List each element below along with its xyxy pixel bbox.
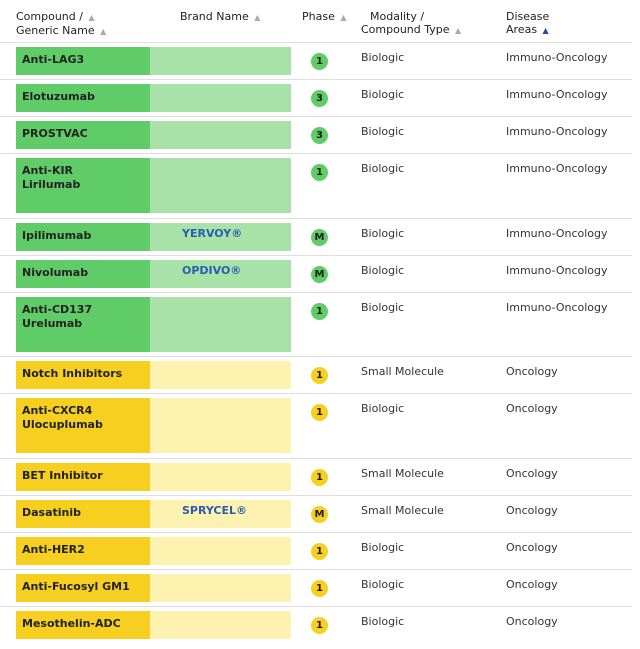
column-header-phase-label: Phase [302, 10, 335, 23]
disease-area-cell: Oncology [506, 365, 558, 378]
brand-name-cell [150, 611, 291, 639]
compound-name: Mesothelin-ADC [22, 617, 121, 630]
compound-name: Anti-CXCR4 [22, 404, 93, 417]
disease-area-cell: Immuno-Oncology [506, 264, 608, 277]
brand-name-cell[interactable] [150, 500, 291, 528]
column-header-compound-label: Compound / [16, 10, 83, 23]
brand-name-cell [150, 158, 291, 213]
column-header-brand[interactable] [180, 10, 260, 24]
table-row[interactable] [0, 292, 632, 357]
phase-badge: 1 [311, 164, 328, 181]
sort-arrow-icon[interactable]: ▲ [254, 13, 261, 22]
modality-cell: Small Molecule [361, 365, 444, 378]
column-header-modality[interactable] [361, 10, 461, 37]
disease-area-cell: Immuno-Oncology [506, 301, 608, 314]
table-header [0, 0, 640, 42]
compound-name-cell[interactable] [16, 398, 150, 453]
modality-cell: Biologic [361, 301, 405, 314]
phase-badge: M [311, 506, 328, 523]
phase-badge: 1 [311, 303, 328, 320]
brand-name-cell[interactable] [150, 223, 291, 251]
compound-name: Notch Inhibitors [22, 367, 123, 380]
table-row[interactable] [0, 42, 632, 80]
compound-name-cell[interactable] [16, 537, 150, 565]
modality-cell: Biologic [361, 227, 405, 240]
compound-name: Anti-KIR [22, 164, 74, 177]
modality-cell: Biologic [361, 125, 405, 138]
phase-badge: 1 [311, 469, 328, 486]
sort-arrow-active-icon[interactable]: ▲ [542, 26, 549, 35]
column-header-compound-label-2: Generic Name [16, 24, 95, 37]
sort-arrow-icon[interactable]: ▲ [455, 26, 462, 35]
disease-area-cell: Immuno-Oncology [506, 125, 608, 138]
brand-name-cell [150, 463, 291, 491]
phase-badge: 1 [311, 367, 328, 384]
compound-name: BET Inhibitor [22, 469, 103, 482]
compound-name: Ipilimumab [22, 229, 92, 242]
table-row[interactable] [0, 153, 632, 219]
modality-cell: Biologic [361, 264, 405, 277]
brand-name-cell [150, 47, 291, 75]
brand-name-link[interactable]: OPDIVO® [182, 264, 242, 277]
disease-area-cell: Oncology [506, 504, 558, 517]
phase-badge: 1 [311, 404, 328, 421]
modality-cell: Small Molecule [361, 467, 444, 480]
phase-badge: 1 [311, 617, 328, 634]
compound-name-cell[interactable] [16, 158, 150, 213]
brand-name-cell [150, 361, 291, 389]
table-row[interactable] [0, 532, 632, 570]
table-row[interactable] [0, 218, 632, 256]
disease-area-cell: Oncology [506, 541, 558, 554]
modality-cell: Biologic [361, 51, 405, 64]
compound-name: Lirilumab [22, 178, 81, 191]
compound-name-cell[interactable] [16, 121, 150, 149]
disease-area-cell: Oncology [506, 402, 558, 415]
modality-cell: Biologic [361, 578, 405, 591]
table-row[interactable] [0, 458, 632, 496]
compound-name-cell[interactable] [16, 574, 150, 602]
column-header-phase[interactable] [302, 10, 347, 24]
table-row[interactable] [0, 116, 632, 154]
phase-badge: 1 [311, 580, 328, 597]
table-row[interactable] [0, 606, 632, 644]
modality-cell: Biologic [361, 615, 405, 628]
compound-name-cell[interactable] [16, 500, 150, 528]
sort-arrow-icon[interactable]: ▲ [340, 13, 347, 22]
compound-name: Dasatinib [22, 506, 82, 519]
compound-name: Urelumab [22, 317, 83, 330]
table-row[interactable] [0, 255, 632, 293]
brand-name-cell [150, 84, 291, 112]
compound-name-cell[interactable] [16, 463, 150, 491]
phase-badge: M [311, 266, 328, 283]
phase-badge: 1 [311, 543, 328, 560]
brand-name-cell[interactable] [150, 260, 291, 288]
phase-badge: 1 [311, 53, 328, 70]
compound-name: Anti-CD137 [22, 303, 93, 316]
disease-area-cell: Immuno-Oncology [506, 227, 608, 240]
compound-name: Anti-LAG3 [22, 53, 85, 66]
compound-name-cell[interactable] [16, 297, 150, 352]
compound-name-cell[interactable] [16, 260, 150, 288]
column-header-modality-label: Modality / [370, 10, 425, 23]
disease-area-cell: Immuno-Oncology [506, 162, 608, 175]
column-header-disease[interactable] [506, 10, 549, 37]
phase-badge: 3 [311, 90, 328, 107]
column-header-compound[interactable] [16, 10, 106, 38]
compound-name-cell[interactable] [16, 611, 150, 639]
table-row[interactable] [0, 569, 632, 607]
compound-name: Ulocuplumab [22, 418, 103, 431]
compound-name: Anti-Fucosyl GM1 [22, 580, 130, 593]
modality-cell: Biologic [361, 162, 405, 175]
table-row[interactable] [0, 356, 632, 394]
sort-arrow-icon[interactable]: ▲ [88, 13, 95, 22]
compound-name-cell[interactable] [16, 84, 150, 112]
brand-name-cell [150, 537, 291, 565]
disease-area-cell: Oncology [506, 578, 558, 591]
brand-name-cell [150, 297, 291, 352]
brand-name-cell [150, 121, 291, 149]
sort-arrow-icon[interactable]: ▲ [100, 27, 107, 36]
brand-name-link[interactable]: SPRYCEL® [182, 504, 248, 517]
column-header-disease-label-2: Areas [506, 23, 538, 36]
phase-badge: M [311, 229, 328, 246]
table-row[interactable] [0, 495, 632, 533]
column-header-modality-label-2: Compound Type [361, 23, 450, 36]
compound-name: PROSTVAC [22, 127, 88, 140]
brand-name-cell [150, 574, 291, 602]
modality-cell: Small Molecule [361, 504, 444, 517]
disease-area-cell: Oncology [506, 615, 558, 628]
brand-name-cell [150, 398, 291, 453]
modality-cell: Biologic [361, 88, 405, 101]
compound-name: Elotuzumab [22, 90, 95, 103]
compound-name: Nivolumab [22, 266, 89, 279]
table-row[interactable] [0, 79, 632, 117]
column-header-disease-label: Disease [506, 10, 550, 23]
compound-name-cell[interactable] [16, 47, 150, 75]
brand-name-link[interactable]: YERVOY® [182, 227, 243, 240]
modality-cell: Biologic [361, 541, 405, 554]
compound-name: Anti-HER2 [22, 543, 85, 556]
column-header-brand-label: Brand Name [180, 10, 249, 23]
disease-area-cell: Immuno-Oncology [506, 51, 608, 64]
table-row[interactable] [0, 393, 632, 459]
phase-badge: 3 [311, 127, 328, 144]
modality-cell: Biologic [361, 402, 405, 415]
compound-name-cell[interactable] [16, 223, 150, 251]
compound-name-cell[interactable] [16, 361, 150, 389]
disease-area-cell: Oncology [506, 467, 558, 480]
disease-area-cell: Immuno-Oncology [506, 88, 608, 101]
